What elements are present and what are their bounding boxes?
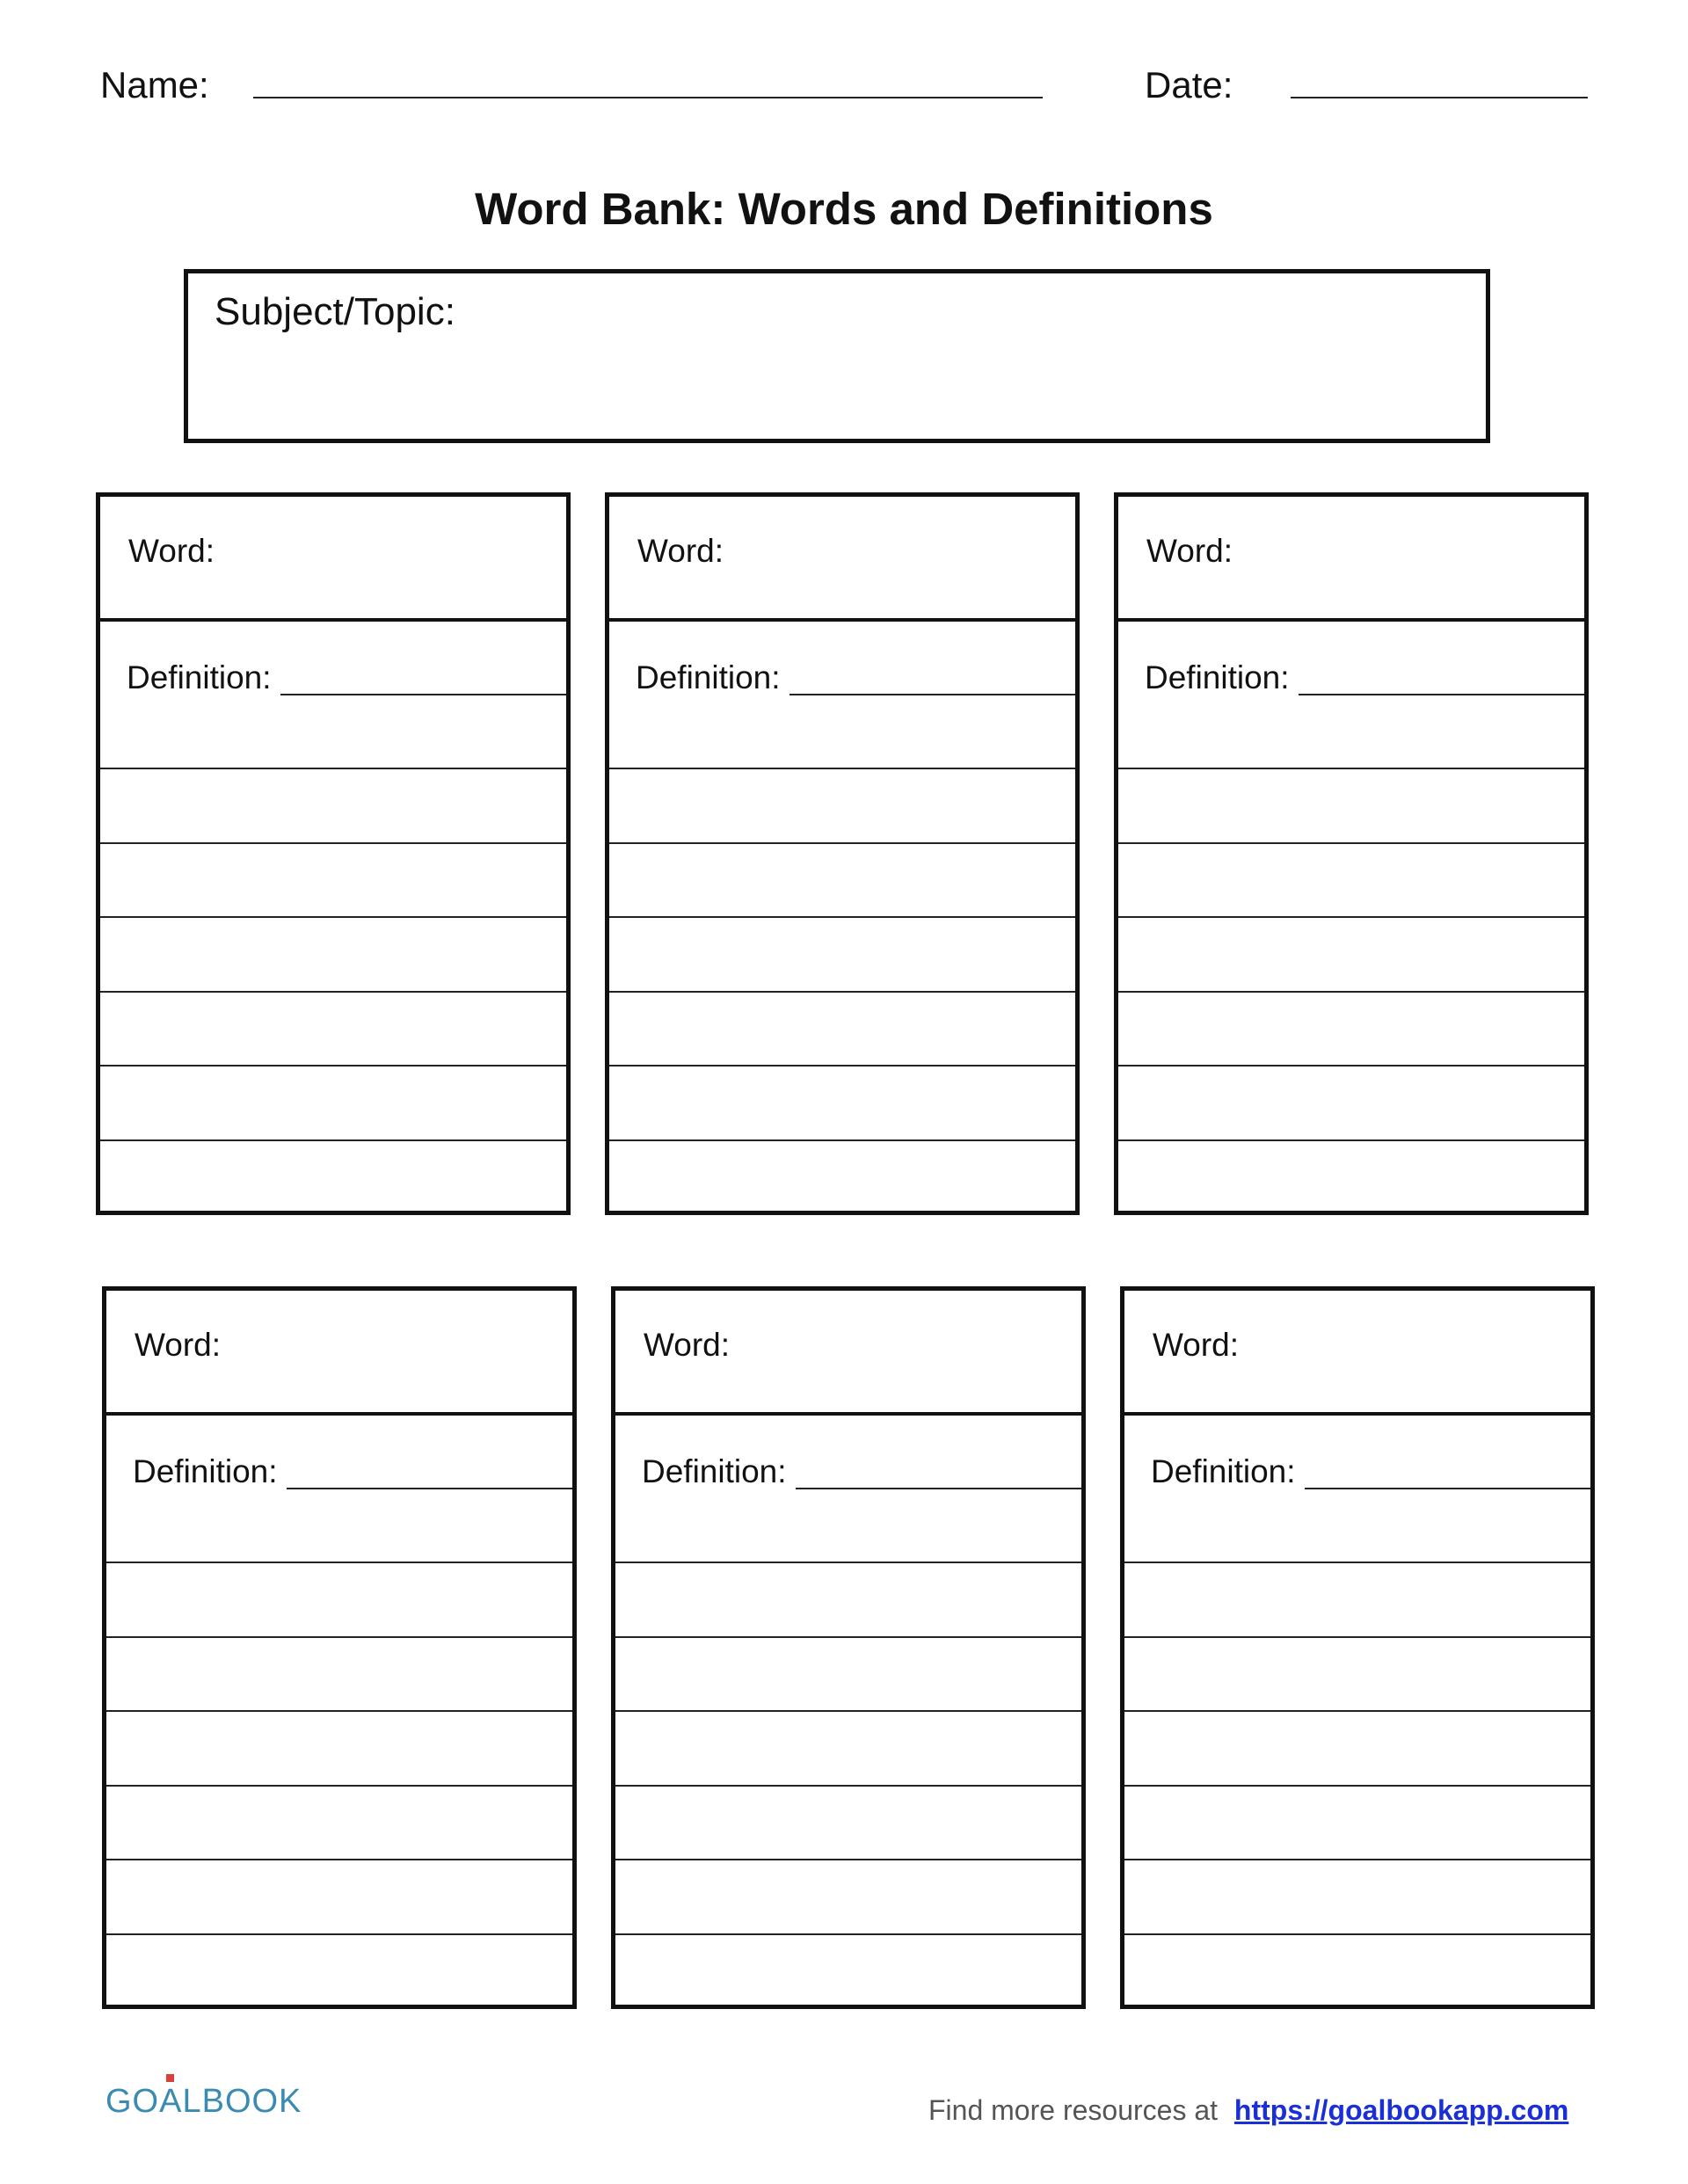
writing-line[interactable] (609, 842, 1075, 844)
writing-line[interactable] (100, 1065, 566, 1067)
subject-topic-box[interactable] (184, 269, 1490, 443)
word-field[interactable] (1118, 497, 1584, 622)
date-field[interactable] (1291, 97, 1588, 98)
subject-topic-label: Subject/Topic: (215, 290, 455, 333)
name-field[interactable] (253, 97, 1043, 98)
date-label: Date: (1145, 64, 1233, 106)
writing-line[interactable] (1124, 1636, 1590, 1638)
word-label: Word: (1153, 1327, 1240, 1363)
goalbook-logo (106, 2082, 302, 2121)
word-card[interactable] (611, 1286, 1086, 2009)
definition-blank-line[interactable] (1305, 1488, 1590, 1489)
writing-line[interactable] (106, 1636, 572, 1638)
word-label: Word: (1146, 533, 1233, 569)
word-card[interactable] (1114, 492, 1589, 1215)
writing-line[interactable] (100, 768, 566, 769)
word-label: Word: (128, 533, 215, 569)
writing-line[interactable] (1124, 1933, 1590, 1935)
writing-line[interactable] (100, 991, 566, 993)
word-field[interactable] (615, 1291, 1081, 1416)
word-card[interactable] (1120, 1286, 1595, 2009)
word-field[interactable] (1124, 1291, 1590, 1416)
word-field[interactable] (609, 497, 1075, 622)
definition-label: Definition: (642, 1453, 787, 1489)
writing-line[interactable] (106, 1710, 572, 1712)
writing-line[interactable] (1118, 842, 1584, 844)
definition-blank-line[interactable] (789, 694, 1075, 695)
footer-resources (928, 2093, 1568, 2128)
logo-text: GOALBOOK (106, 2083, 302, 2120)
word-field[interactable] (106, 1291, 572, 1416)
word-label: Word: (135, 1327, 222, 1363)
definition-blank-line[interactable] (1299, 694, 1584, 695)
definition-blank-line[interactable] (280, 694, 566, 695)
word-card[interactable] (96, 492, 571, 1215)
writing-line[interactable] (106, 1562, 572, 1563)
definition-blank-line[interactable] (796, 1488, 1081, 1489)
writing-line[interactable] (100, 1139, 566, 1141)
writing-line[interactable] (615, 1710, 1081, 1712)
writing-line[interactable] (106, 1933, 572, 1935)
definition-label: Definition: (127, 659, 272, 695)
writing-line[interactable] (1118, 768, 1584, 769)
word-label: Word: (644, 1327, 731, 1363)
definition-label: Definition: (1151, 1453, 1296, 1489)
writing-line[interactable] (1118, 916, 1584, 918)
word-card[interactable] (605, 492, 1080, 1215)
writing-line[interactable] (609, 916, 1075, 918)
writing-line[interactable] (615, 1859, 1081, 1860)
writing-line[interactable] (609, 1065, 1075, 1067)
word-card[interactable] (102, 1286, 577, 2009)
writing-line[interactable] (1124, 1859, 1590, 1860)
flag-icon (166, 2074, 174, 2082)
writing-line[interactable] (615, 1785, 1081, 1787)
writing-line[interactable] (1118, 991, 1584, 993)
footer-text: Find more resources at (928, 2094, 1219, 2126)
goalbook-link[interactable]: https://goalbookapp.com (1233, 2094, 1569, 2126)
writing-line[interactable] (1124, 1562, 1590, 1563)
writing-line[interactable] (609, 768, 1075, 769)
writing-line[interactable] (615, 1562, 1081, 1563)
definition-blank-line[interactable] (287, 1488, 572, 1489)
page-title: Word Bank: Words and Definitions (475, 184, 1213, 234)
writing-line[interactable] (615, 1636, 1081, 1638)
name-label: Name: (100, 64, 209, 106)
definition-label: Definition: (1145, 659, 1290, 695)
writing-line[interactable] (615, 1933, 1081, 1935)
writing-line[interactable] (106, 1785, 572, 1787)
writing-line[interactable] (609, 1139, 1075, 1141)
writing-line[interactable] (100, 842, 566, 844)
writing-line[interactable] (106, 1859, 572, 1860)
writing-line[interactable] (100, 916, 566, 918)
definition-label: Definition: (636, 659, 781, 695)
writing-line[interactable] (1124, 1710, 1590, 1712)
word-label: Word: (637, 533, 724, 569)
writing-line[interactable] (1118, 1065, 1584, 1067)
definition-label: Definition: (133, 1453, 278, 1489)
writing-line[interactable] (1118, 1139, 1584, 1141)
writing-line[interactable] (1124, 1785, 1590, 1787)
writing-line[interactable] (609, 991, 1075, 993)
word-field[interactable] (100, 497, 566, 622)
